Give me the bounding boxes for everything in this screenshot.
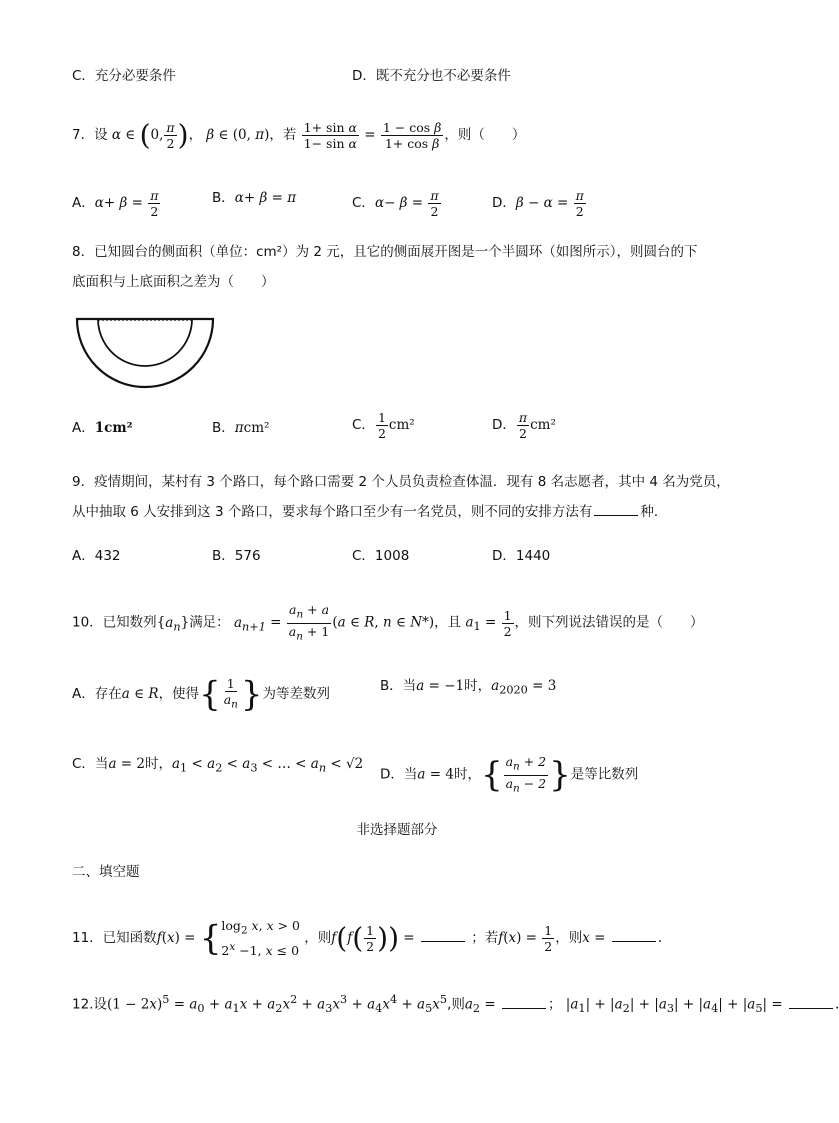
q8-stem-line1: 8．已知圆台的侧面积（单位：cm²）为 2 元，且它的侧面展开图是一个半圆环（如图所示），则圆台的下 bbox=[72, 244, 698, 260]
q7-option-a: A．α+ β = $\frac{\pi}{2}$ bbox=[72, 188, 159, 219]
q8-option-b: B．πcm² bbox=[212, 420, 270, 436]
q10-stem: 10．已知数列$\{a_n\}$满足： $a_{n+1}$ = $\frac{a_n + a}{a_n + 1}$ (a ∈ R, n ∈ N*)，且 $a_1$ = $\frac{1}{2}$ ，则下列说法错误的是（ ） bbox=[72, 602, 704, 642]
section-nonchoice: 非选择题部分 bbox=[356, 822, 438, 838]
q9-option-c: C．1008 bbox=[352, 548, 410, 564]
q9-blank bbox=[594, 503, 638, 516]
q11-blank-1 bbox=[421, 929, 465, 942]
q7-option-c: C．α− β = $\frac{\pi}{2}$ bbox=[352, 188, 439, 219]
q8-option-a: A．1cm² bbox=[72, 420, 133, 436]
q9-option-d: D．1440 bbox=[492, 548, 551, 564]
q9-option-b: B．576 bbox=[212, 548, 261, 564]
q12-stem: 12.设$(1 - 2x)^5 = a_0 + a_1x + a_2x^2 + a_3x^3 + a_4x^4 + a_5x^5$,则$a_2$ = ； $|a_1| + |a_2| + |a_3| + |a_4| + |a_5|$ = . bbox=[72, 993, 839, 1016]
q10-option-c: C．当a = 2时，$a_1 < a_2 < a_3$ < … < $a_n < √2$ bbox=[72, 756, 364, 775]
q12-blank-2 bbox=[789, 996, 833, 1009]
q7-prefix: 7．设 bbox=[72, 127, 108, 143]
q6-option-d: D．既不充分也不必要条件 bbox=[352, 68, 511, 84]
q9-option-a: A．432 bbox=[72, 548, 121, 564]
q10-option-d: D．当a = 4时，{ $\frac{a_n + 2}{a_n - 2}$ }是等比数列 bbox=[380, 754, 639, 795]
q10-option-b: B．当a = −1时，$a_{2020} = 3$ bbox=[380, 678, 557, 697]
q6-option-c: C．充分必要条件 bbox=[72, 68, 176, 84]
q10-option-a: A．存在a ∈ R，使得{ $\frac{1}{a_n}$ }为等差数列 bbox=[72, 674, 330, 715]
q7-option-b: B．α+ β = π bbox=[212, 190, 297, 206]
q7-comma: ， bbox=[188, 127, 203, 143]
q7-then: ，则（ ） bbox=[444, 127, 526, 143]
q7-if: ，若 bbox=[269, 127, 297, 143]
section-fill: 二、填空题 bbox=[72, 864, 140, 880]
semi-annulus-figure bbox=[74, 316, 216, 390]
q8-stem-line2: 底面积与上底面积之差为（ ） bbox=[72, 274, 275, 290]
q12-blank-1 bbox=[502, 996, 546, 1009]
q11-stem: 11．已知函数f(x) = { $\log_2 x$, x > 0 $2^x -1$, x ≤ 0 ，则f(f( $\frac{1}{2}$ )) = ；若f(x) = $\frac{1}{2}$ ，则x = . bbox=[72, 918, 663, 959]
q8-option-c: C． $\frac{1}{2}$ cm² bbox=[352, 410, 415, 441]
q9-stem-line1: 9．疫情期间，某村有 3 个路口，每个路口需要 2 个人员负责检查体温．现有 8 名志愿者，其中 4 名为党员， bbox=[72, 474, 730, 490]
q8-option-d: D． $\frac{\pi}{2}$ cm² bbox=[492, 410, 556, 441]
q9-stem-line2: 从中抽取 6 人安排到这 3 个路口，要求每个路口至少有一名党员，则不同的安排方法有 种． bbox=[72, 504, 668, 520]
q11-blank-2 bbox=[612, 929, 656, 942]
q7-option-d: D．β − α = $\frac{\pi}{2}$ bbox=[492, 188, 584, 219]
q7-stem: 7．设 α ∈ (0, $\frac{\pi}{2}$ )， β ∈ (0, π)，若 $\frac{\text{1+ sin α}}{\text{1− sin α}}$ = $\frac{\text{1 − cos β}}{\text{1+ cos β}}$ ，则（ ） bbox=[72, 118, 526, 152]
